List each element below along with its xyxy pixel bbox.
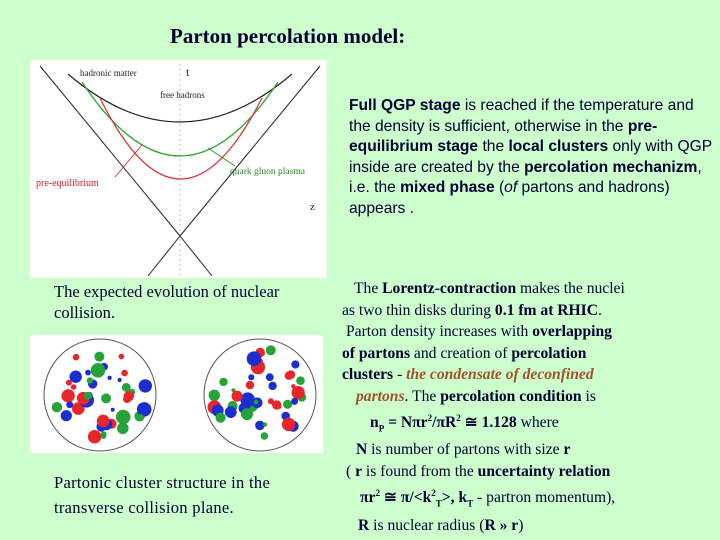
text-bold: percolation: [511, 344, 587, 362]
text-span: as two thin disks during: [342, 301, 495, 319]
text-bold: /πR: [432, 413, 457, 431]
text-span: and creation of: [410, 344, 512, 362]
parton-dot: [101, 434, 106, 439]
quark-gluon-plasma-label: quark gluon plasma: [230, 167, 305, 177]
pre-equilibrium-label: pre-equilibrium: [36, 178, 99, 189]
text-italic: of: [504, 179, 518, 197]
parton-dot: [219, 378, 227, 386]
parton-dot: [296, 376, 305, 385]
parton-dot: [254, 400, 259, 405]
text-span: the: [478, 138, 509, 156]
text-span: where: [516, 413, 559, 431]
text-line: [340, 321, 718, 343]
text-span: only with QGP inside are created by the: [349, 138, 712, 176]
parton-dots: [52, 345, 307, 443]
text-sup: 2: [456, 412, 461, 423]
text-span: Parton density increases with: [346, 323, 533, 341]
parton-dot: [282, 418, 295, 431]
parton-dot: [291, 398, 298, 405]
text-accent: partons: [356, 387, 405, 405]
text-line: [340, 343, 718, 365]
text-line: [340, 386, 718, 408]
parton-dot: [85, 370, 91, 376]
text-span: is number of partons with size: [367, 441, 564, 459]
text-bold: uncertainty relation: [477, 463, 611, 481]
z-axis-label: z: [310, 201, 315, 213]
text-bold: clusters: [342, 366, 394, 384]
text-span: -: [393, 366, 407, 384]
evolution-caption: The expected evolution of nuclear collision.: [54, 282, 280, 322]
text-span: is found from the: [362, 463, 478, 481]
parton-dot: [276, 404, 281, 409]
parton-dot: [117, 423, 129, 435]
parton-dot: [62, 389, 75, 402]
slide-title: Parton percolation model:: [170, 24, 406, 48]
parton-dot: [73, 354, 80, 361]
text-bold: R: [358, 516, 370, 534]
text-bold: ≅ π/<k: [379, 488, 432, 506]
text-bold: mixed phase: [400, 179, 495, 197]
text-line: [340, 278, 718, 300]
text-span: partons and hadrons) appears .: [349, 179, 670, 217]
text-span: . The: [404, 387, 441, 405]
parton-dot: [216, 413, 226, 423]
text-bold: pre-equilibrium stage: [349, 117, 658, 156]
parton-dot: [61, 410, 72, 421]
text-bold: r: [563, 441, 571, 459]
parton-dot: [116, 410, 131, 425]
light-cone-left: [40, 66, 180, 236]
text-span: is: [581, 387, 596, 405]
spacetime-evolution-diagram: [30, 60, 327, 278]
text-line: [340, 461, 718, 483]
text-bold: Lorentz-contraction: [382, 280, 517, 297]
text-span: is nuclear radius (: [369, 516, 485, 534]
parton-dot: [97, 415, 110, 428]
parton-dot: [263, 422, 267, 426]
parton-dot: [261, 432, 268, 439]
text-bold: percolation condition: [440, 387, 582, 405]
parton-dot: [84, 392, 92, 400]
text-line: [340, 300, 718, 322]
text-accent: the condensate of deconfined: [406, 366, 594, 384]
parton-dot: [91, 363, 106, 378]
text-span: , i.e. the: [349, 158, 702, 197]
text-bold: n: [370, 413, 379, 431]
text-bold: N: [356, 441, 368, 459]
parton-dot: [137, 414, 144, 421]
text-sup: 2: [427, 412, 433, 423]
light-cone-lower-right: [180, 236, 212, 276]
text-line: [340, 439, 718, 461]
parton-dot: [287, 370, 295, 378]
text-bold: ≅ 1.128: [460, 413, 517, 431]
percolation-text: [340, 278, 718, 536]
text-bold: 0.1 fm at RHIC: [494, 301, 599, 319]
parton-dot: [122, 383, 131, 392]
text-bold: percolation mechanizm: [524, 158, 698, 176]
light-cone-lower-left: [148, 236, 180, 276]
parton-dot: [70, 371, 82, 383]
parton-dot: [52, 402, 62, 412]
parton-dot: [124, 391, 134, 401]
text-line: [340, 364, 718, 386]
text-sub: T: [467, 497, 474, 508]
parton-dot: [266, 345, 276, 355]
text-sup: 2: [375, 487, 380, 498]
text-bold: local clusters: [508, 138, 609, 156]
parton-dot: [291, 384, 295, 388]
qgp-arrow: [208, 148, 235, 166]
text-bold: of partons: [342, 344, 411, 362]
pre-equilibrium-arrow: [115, 145, 142, 177]
parton-dot: [209, 390, 220, 401]
clusters-caption: Partonic cluster structure in the transverse collision plane.: [54, 473, 271, 517]
t-axis-label: t: [186, 65, 190, 79]
parton-dot: [296, 390, 302, 396]
text-bold: Full QGP stage: [349, 97, 461, 114]
parton-dot: [121, 370, 128, 377]
hadronic-matter-label: hadronic matter: [80, 68, 137, 78]
text-bold: >, k: [441, 488, 468, 506]
text-span: (: [494, 179, 505, 197]
parton-dot: [71, 384, 77, 390]
text-span: makes the nuclei: [516, 280, 625, 297]
parton-dot: [232, 391, 243, 402]
text-span: - partron momentum),: [473, 488, 616, 506]
text-bold: = Nπr: [384, 413, 428, 431]
text-span: The: [354, 280, 383, 297]
parton-dot: [139, 379, 152, 392]
text-bold: πr: [360, 488, 376, 506]
parton-dot: [248, 374, 254, 380]
partonic-clusters-panel: [30, 335, 323, 453]
text-span: is reached if the temperature and the density is sufficient, otherwise in the: [349, 97, 694, 135]
parton-dot: [266, 373, 274, 381]
text-bold: r: [355, 463, 363, 481]
qgp-explanation-text: [349, 96, 717, 220]
parton-dot: [101, 393, 111, 403]
parton-dot: [118, 378, 122, 382]
parton-dot: [94, 352, 104, 362]
parton-dot: [87, 377, 93, 383]
uncertainty-formula: [340, 483, 718, 515]
parton-dot: [119, 354, 125, 360]
parton-dot: [107, 376, 111, 380]
parton-dot: [283, 400, 292, 409]
text-sub: P: [378, 422, 385, 433]
parton-dot: [246, 381, 254, 389]
text-span: (: [346, 463, 356, 481]
text-sup: 2: [431, 487, 436, 498]
parton-dot: [111, 408, 115, 412]
parton-dot: [247, 351, 262, 366]
text-sub: T: [435, 497, 442, 508]
parton-dot: [88, 430, 101, 443]
parton-dot: [241, 408, 253, 420]
parton-dot: [66, 401, 73, 408]
parton-dot: [225, 406, 237, 418]
free-hadrons-label: free hadrons: [160, 90, 205, 100]
text-span: ): [518, 516, 524, 534]
parton-dot: [268, 382, 276, 390]
parton-dot: [291, 360, 299, 368]
text-bold: overlapping: [532, 323, 612, 341]
text-line: [340, 515, 718, 537]
percolation-formula: [340, 408, 718, 440]
text-bold: R » r: [484, 516, 519, 534]
text-span: .: [598, 301, 602, 319]
